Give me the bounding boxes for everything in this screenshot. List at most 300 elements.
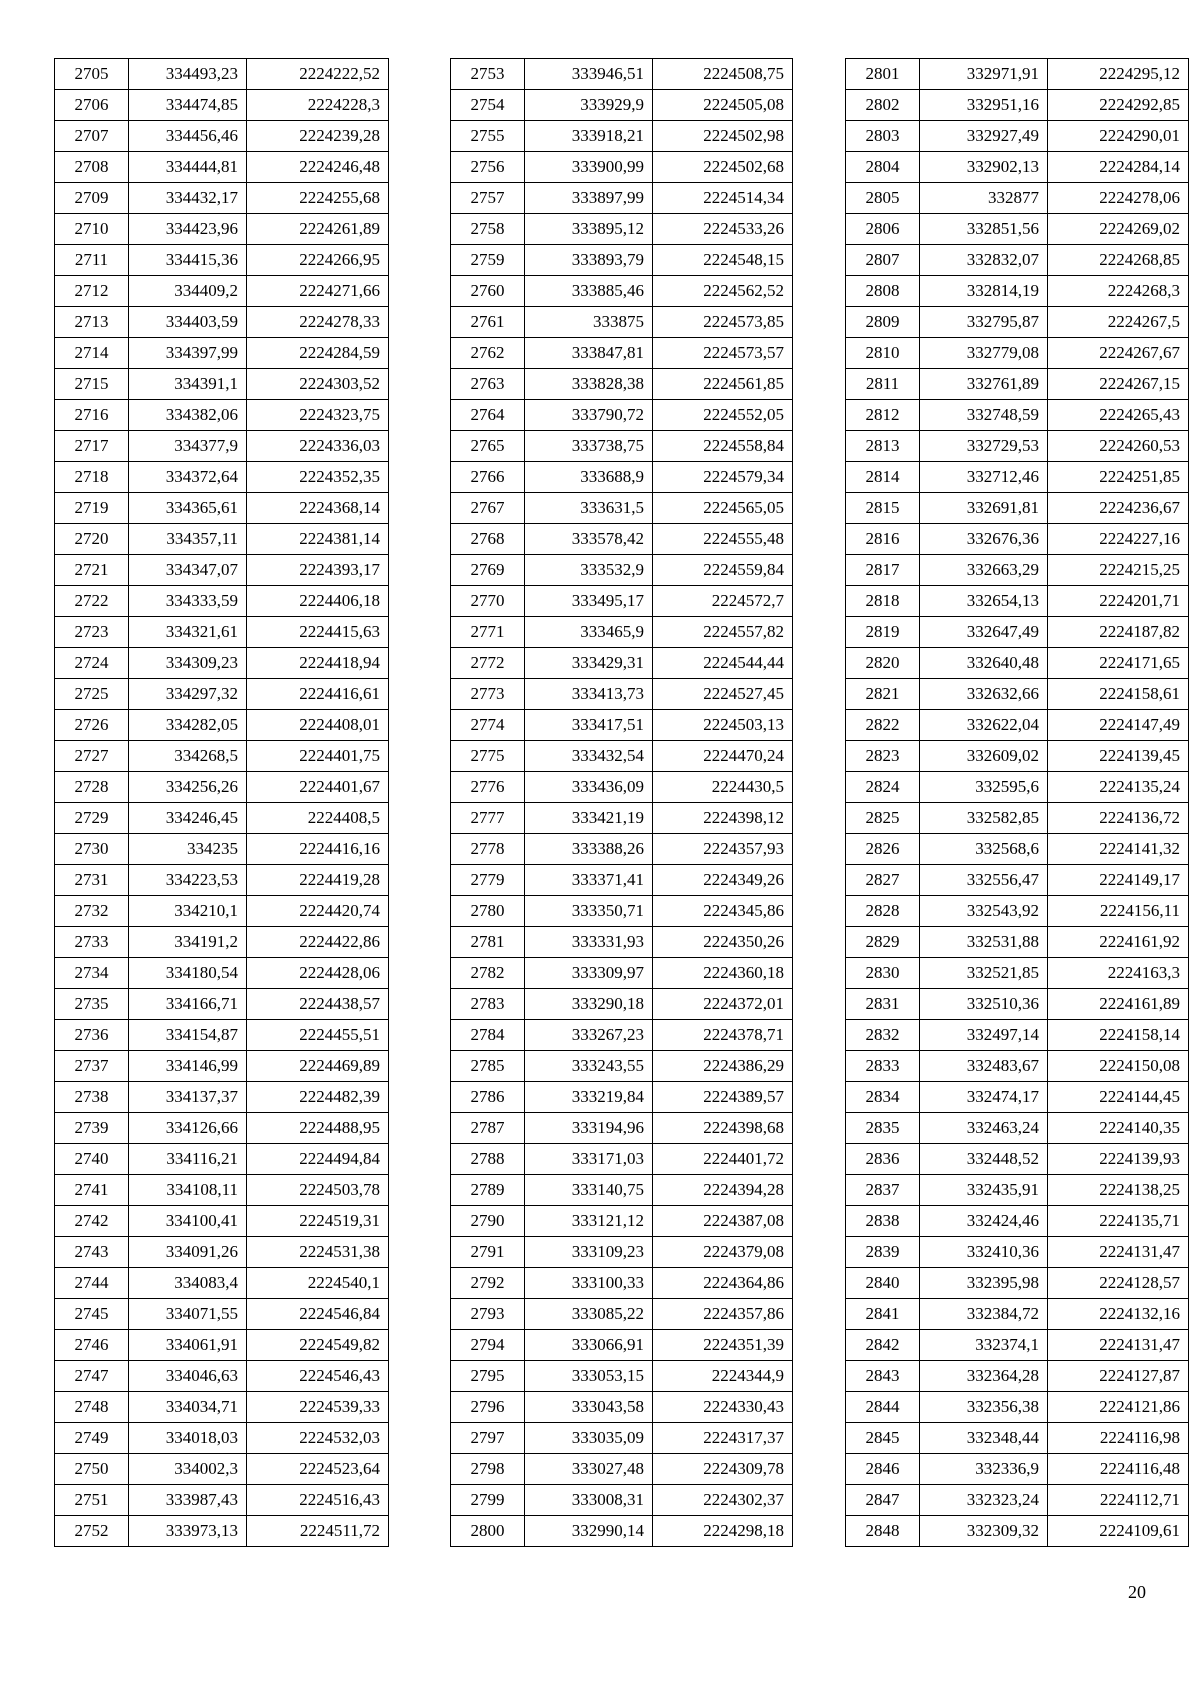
x-coordinate-cell: 332483,67 <box>920 1051 1048 1082</box>
table-row <box>846 1516 1189 1547</box>
table-row <box>451 679 793 710</box>
x-coordinate-cell: 334246,45 <box>129 803 247 834</box>
point-number-cell: 2817 <box>846 555 920 586</box>
point-number-cell: 2813 <box>846 431 920 462</box>
y-coordinate-cell: 2224548,15 <box>653 245 793 276</box>
table-row <box>55 1082 389 1113</box>
y-coordinate-cell: 2224268,85 <box>1048 245 1189 276</box>
x-coordinate-cell: 334321,61 <box>129 617 247 648</box>
y-coordinate-cell: 2224386,29 <box>653 1051 793 1082</box>
point-number-cell: 2733 <box>55 927 129 958</box>
y-coordinate-cell: 2224364,86 <box>653 1268 793 1299</box>
table-row <box>846 1299 1189 1330</box>
y-coordinate-cell: 2224128,57 <box>1048 1268 1189 1299</box>
point-number-cell: 2816 <box>846 524 920 555</box>
x-coordinate-cell: 333371,41 <box>525 865 653 896</box>
x-coordinate-cell: 333309,97 <box>525 958 653 989</box>
point-number-cell: 2831 <box>846 989 920 1020</box>
x-coordinate-cell: 332435,91 <box>920 1175 1048 1206</box>
y-coordinate-cell: 2224330,43 <box>653 1392 793 1423</box>
x-coordinate-cell: 333790,72 <box>525 400 653 431</box>
table-row <box>846 710 1189 741</box>
y-coordinate-cell: 2224420,74 <box>247 896 389 927</box>
x-coordinate-cell: 332556,47 <box>920 865 1048 896</box>
table-row <box>55 431 389 462</box>
point-number-cell: 2707 <box>55 121 129 152</box>
point-number-cell: 2833 <box>846 1051 920 1082</box>
table-row <box>846 896 1189 927</box>
table-row <box>55 245 389 276</box>
point-number-cell: 2751 <box>55 1485 129 1516</box>
y-coordinate-cell: 2224546,84 <box>247 1299 389 1330</box>
x-coordinate-cell: 332395,98 <box>920 1268 1048 1299</box>
point-number-cell: 2811 <box>846 369 920 400</box>
table-row <box>55 493 389 524</box>
y-coordinate-cell: 2224579,34 <box>653 462 793 493</box>
point-number-cell: 2752 <box>55 1516 129 1547</box>
table-row <box>55 989 389 1020</box>
point-number-cell: 2845 <box>846 1423 920 1454</box>
y-coordinate-cell: 2224381,14 <box>247 524 389 555</box>
x-coordinate-cell: 334191,2 <box>129 927 247 958</box>
x-coordinate-cell: 332374,1 <box>920 1330 1048 1361</box>
y-coordinate-cell: 2224503,13 <box>653 710 793 741</box>
y-coordinate-cell: 2224503,78 <box>247 1175 389 1206</box>
point-number-cell: 2826 <box>846 834 920 865</box>
y-coordinate-cell: 2224398,12 <box>653 803 793 834</box>
x-coordinate-cell: 333885,46 <box>525 276 653 307</box>
x-coordinate-cell: 332729,53 <box>920 431 1048 462</box>
table-row <box>846 152 1189 183</box>
point-number-cell: 2753 <box>451 59 525 90</box>
table-row <box>451 896 793 927</box>
x-coordinate-cell: 332510,36 <box>920 989 1048 1020</box>
x-coordinate-cell: 332902,13 <box>920 152 1048 183</box>
point-number-cell: 2768 <box>451 524 525 555</box>
x-coordinate-cell: 333688,9 <box>525 462 653 493</box>
point-number-cell: 2780 <box>451 896 525 927</box>
x-coordinate-cell: 334108,11 <box>129 1175 247 1206</box>
y-coordinate-cell: 2224544,44 <box>653 648 793 679</box>
x-coordinate-cell: 333035,09 <box>525 1423 653 1454</box>
table-row <box>846 958 1189 989</box>
table-row <box>55 927 389 958</box>
y-coordinate-cell: 2224379,08 <box>653 1237 793 1268</box>
x-coordinate-cell: 333243,55 <box>525 1051 653 1082</box>
x-coordinate-cell: 334166,71 <box>129 989 247 1020</box>
table-row <box>846 555 1189 586</box>
table-row <box>451 1485 793 1516</box>
x-coordinate-cell: 332779,08 <box>920 338 1048 369</box>
table-row <box>55 865 389 896</box>
point-number-cell: 2775 <box>451 741 525 772</box>
y-coordinate-cell: 2224573,57 <box>653 338 793 369</box>
table-row <box>55 1423 389 1454</box>
x-coordinate-cell: 334223,53 <box>129 865 247 896</box>
y-coordinate-cell: 2224266,95 <box>247 245 389 276</box>
table-row <box>846 1082 1189 1113</box>
x-coordinate-cell: 333432,54 <box>525 741 653 772</box>
point-number-cell: 2787 <box>451 1113 525 1144</box>
table-row <box>55 121 389 152</box>
point-number-cell: 2786 <box>451 1082 525 1113</box>
table-row <box>846 245 1189 276</box>
point-number-cell: 2724 <box>55 648 129 679</box>
y-coordinate-cell: 2224539,33 <box>247 1392 389 1423</box>
y-coordinate-cell: 2224419,28 <box>247 865 389 896</box>
y-coordinate-cell: 2224135,24 <box>1048 772 1189 803</box>
table-row <box>846 989 1189 1020</box>
y-coordinate-cell: 2224149,17 <box>1048 865 1189 896</box>
table-row <box>451 741 793 772</box>
point-number-cell: 2834 <box>846 1082 920 1113</box>
table-row <box>451 1423 793 1454</box>
x-coordinate-cell: 334444,81 <box>129 152 247 183</box>
table-row <box>846 121 1189 152</box>
x-coordinate-cell: 333121,12 <box>525 1206 653 1237</box>
y-coordinate-cell: 2224533,26 <box>653 214 793 245</box>
table-row <box>451 1082 793 1113</box>
y-coordinate-cell: 2224267,5 <box>1048 307 1189 338</box>
y-coordinate-cell: 2224131,47 <box>1048 1330 1189 1361</box>
table-row <box>846 679 1189 710</box>
point-number-cell: 2750 <box>55 1454 129 1485</box>
x-coordinate-cell: 333140,75 <box>525 1175 653 1206</box>
x-coordinate-cell: 334423,96 <box>129 214 247 245</box>
y-coordinate-cell: 2224502,68 <box>653 152 793 183</box>
x-coordinate-cell: 332609,02 <box>920 741 1048 772</box>
table-row <box>451 1113 793 1144</box>
x-coordinate-cell: 333895,12 <box>525 214 653 245</box>
table-row <box>55 1485 389 1516</box>
y-coordinate-cell: 2224139,93 <box>1048 1144 1189 1175</box>
x-coordinate-cell: 333828,38 <box>525 369 653 400</box>
y-coordinate-cell: 2224158,61 <box>1048 679 1189 710</box>
y-coordinate-cell: 2224393,17 <box>247 555 389 586</box>
y-coordinate-cell: 2224278,06 <box>1048 183 1189 214</box>
point-number-cell: 2772 <box>451 648 525 679</box>
point-number-cell: 2830 <box>846 958 920 989</box>
table-row <box>451 183 793 214</box>
x-coordinate-cell: 332632,66 <box>920 679 1048 710</box>
x-coordinate-cell: 332364,28 <box>920 1361 1048 1392</box>
point-number-cell: 2777 <box>451 803 525 834</box>
table-row <box>846 59 1189 90</box>
x-coordinate-cell: 333413,73 <box>525 679 653 710</box>
x-coordinate-cell: 333194,96 <box>525 1113 653 1144</box>
point-number-cell: 2765 <box>451 431 525 462</box>
y-coordinate-cell: 2224494,84 <box>247 1144 389 1175</box>
x-coordinate-cell: 334333,59 <box>129 586 247 617</box>
x-coordinate-cell: 332323,24 <box>920 1485 1048 1516</box>
table-row <box>846 1144 1189 1175</box>
table-row <box>55 834 389 865</box>
table-row <box>846 865 1189 896</box>
x-coordinate-cell: 332971,91 <box>920 59 1048 90</box>
x-coordinate-cell: 332647,49 <box>920 617 1048 648</box>
y-coordinate-cell: 2224540,1 <box>247 1268 389 1299</box>
table-row <box>451 121 793 152</box>
x-coordinate-cell: 334382,06 <box>129 400 247 431</box>
y-coordinate-cell: 2224546,43 <box>247 1361 389 1392</box>
point-number-cell: 2802 <box>846 90 920 121</box>
point-number-cell: 2827 <box>846 865 920 896</box>
point-number-cell: 2716 <box>55 400 129 431</box>
x-coordinate-cell: 333290,18 <box>525 989 653 1020</box>
x-coordinate-cell: 333043,58 <box>525 1392 653 1423</box>
point-number-cell: 2705 <box>55 59 129 90</box>
y-coordinate-cell: 2224284,14 <box>1048 152 1189 183</box>
y-coordinate-cell: 2224147,49 <box>1048 710 1189 741</box>
point-number-cell: 2761 <box>451 307 525 338</box>
table-row <box>846 648 1189 679</box>
table-row <box>451 214 793 245</box>
y-coordinate-cell: 2224265,43 <box>1048 400 1189 431</box>
y-coordinate-cell: 2224430,5 <box>653 772 793 803</box>
y-coordinate-cell: 2224357,86 <box>653 1299 793 1330</box>
table-row <box>846 1361 1189 1392</box>
x-coordinate-cell: 333847,81 <box>525 338 653 369</box>
y-coordinate-cell: 2224309,78 <box>653 1454 793 1485</box>
x-coordinate-cell: 332622,04 <box>920 710 1048 741</box>
x-coordinate-cell: 334297,32 <box>129 679 247 710</box>
y-coordinate-cell: 2224482,39 <box>247 1082 389 1113</box>
x-coordinate-cell: 332424,46 <box>920 1206 1048 1237</box>
coordinate-table-1 <box>54 58 389 1547</box>
x-coordinate-cell: 332356,38 <box>920 1392 1048 1423</box>
table-row <box>451 617 793 648</box>
point-number-cell: 2770 <box>451 586 525 617</box>
y-coordinate-cell: 2224516,43 <box>247 1485 389 1516</box>
x-coordinate-cell: 332663,29 <box>920 555 1048 586</box>
point-number-cell: 2756 <box>451 152 525 183</box>
x-coordinate-cell: 332474,17 <box>920 1082 1048 1113</box>
point-number-cell: 2806 <box>846 214 920 245</box>
point-number-cell: 2810 <box>846 338 920 369</box>
point-number-cell: 2740 <box>55 1144 129 1175</box>
y-coordinate-cell: 2224505,08 <box>653 90 793 121</box>
table-row <box>451 710 793 741</box>
point-number-cell: 2759 <box>451 245 525 276</box>
table-row <box>451 586 793 617</box>
table-row <box>846 1392 1189 1423</box>
table-row <box>451 307 793 338</box>
table-row <box>55 710 389 741</box>
y-coordinate-cell: 2224239,28 <box>247 121 389 152</box>
point-number-cell: 2741 <box>55 1175 129 1206</box>
y-coordinate-cell: 2224555,48 <box>653 524 793 555</box>
y-coordinate-cell: 2224236,67 <box>1048 493 1189 524</box>
point-number-cell: 2742 <box>55 1206 129 1237</box>
y-coordinate-cell: 2224549,82 <box>247 1330 389 1361</box>
x-coordinate-cell: 333085,22 <box>525 1299 653 1330</box>
point-number-cell: 2779 <box>451 865 525 896</box>
x-coordinate-cell: 332927,49 <box>920 121 1048 152</box>
x-coordinate-cell: 332336,9 <box>920 1454 1048 1485</box>
x-coordinate-cell: 332951,16 <box>920 90 1048 121</box>
point-number-cell: 2714 <box>55 338 129 369</box>
page-number: 20 <box>1128 1582 1146 1602</box>
table-row <box>451 1237 793 1268</box>
point-number-cell: 2748 <box>55 1392 129 1423</box>
point-number-cell: 2799 <box>451 1485 525 1516</box>
x-coordinate-cell: 333987,43 <box>129 1485 247 1516</box>
point-number-cell: 2722 <box>55 586 129 617</box>
point-number-cell: 2844 <box>846 1392 920 1423</box>
point-number-cell: 2763 <box>451 369 525 400</box>
point-number-cell: 2731 <box>55 865 129 896</box>
table-row <box>451 1144 793 1175</box>
table-row <box>451 1268 793 1299</box>
y-coordinate-cell: 2224136,72 <box>1048 803 1189 834</box>
point-number-cell: 2723 <box>55 617 129 648</box>
x-coordinate-cell: 334347,07 <box>129 555 247 586</box>
table-row <box>451 245 793 276</box>
point-number-cell: 2726 <box>55 710 129 741</box>
table-row <box>55 1454 389 1485</box>
y-coordinate-cell: 2224267,67 <box>1048 338 1189 369</box>
x-coordinate-cell: 334091,26 <box>129 1237 247 1268</box>
x-coordinate-cell: 334180,54 <box>129 958 247 989</box>
point-number-cell: 2717 <box>55 431 129 462</box>
coordinate-table-2 <box>450 58 793 1547</box>
x-coordinate-cell: 332543,92 <box>920 896 1048 927</box>
point-number-cell: 2709 <box>55 183 129 214</box>
table-row <box>846 400 1189 431</box>
table-row <box>55 1020 389 1051</box>
y-coordinate-cell: 2224416,16 <box>247 834 389 865</box>
x-coordinate-cell: 332691,81 <box>920 493 1048 524</box>
point-number-cell: 2749 <box>55 1423 129 1454</box>
y-coordinate-cell: 2224261,89 <box>247 214 389 245</box>
x-coordinate-cell: 332384,72 <box>920 1299 1048 1330</box>
point-number-cell: 2797 <box>451 1423 525 1454</box>
y-coordinate-cell: 2224112,71 <box>1048 1485 1189 1516</box>
x-coordinate-cell: 334357,11 <box>129 524 247 555</box>
x-coordinate-cell: 333631,5 <box>525 493 653 524</box>
x-coordinate-cell: 333171,03 <box>525 1144 653 1175</box>
x-coordinate-cell: 334210,1 <box>129 896 247 927</box>
table-row <box>451 276 793 307</box>
point-number-cell: 2783 <box>451 989 525 1020</box>
table-row <box>451 1051 793 1082</box>
point-number-cell: 2812 <box>846 400 920 431</box>
point-number-cell: 2815 <box>846 493 920 524</box>
table-row <box>846 1268 1189 1299</box>
point-number-cell: 2800 <box>451 1516 525 1547</box>
point-number-cell: 2843 <box>846 1361 920 1392</box>
point-number-cell: 2718 <box>55 462 129 493</box>
y-coordinate-cell: 2224394,28 <box>653 1175 793 1206</box>
table-row <box>451 152 793 183</box>
y-coordinate-cell: 2224132,16 <box>1048 1299 1189 1330</box>
point-number-cell: 2743 <box>55 1237 129 1268</box>
table-row <box>451 1175 793 1206</box>
y-coordinate-cell: 2224406,18 <box>247 586 389 617</box>
point-number-cell: 2825 <box>846 803 920 834</box>
y-coordinate-cell: 2224284,59 <box>247 338 389 369</box>
point-number-cell: 2776 <box>451 772 525 803</box>
point-number-cell: 2737 <box>55 1051 129 1082</box>
table-row <box>55 1299 389 1330</box>
point-number-cell: 2821 <box>846 679 920 710</box>
point-number-cell: 2706 <box>55 90 129 121</box>
point-number-cell: 2792 <box>451 1268 525 1299</box>
x-coordinate-cell: 334409,2 <box>129 276 247 307</box>
point-number-cell: 2735 <box>55 989 129 1020</box>
y-coordinate-cell: 2224163,3 <box>1048 958 1189 989</box>
y-coordinate-cell: 2224523,64 <box>247 1454 389 1485</box>
y-coordinate-cell: 2224401,75 <box>247 741 389 772</box>
y-coordinate-cell: 2224269,02 <box>1048 214 1189 245</box>
table-row <box>846 617 1189 648</box>
x-coordinate-cell: 333893,79 <box>525 245 653 276</box>
table-row <box>846 524 1189 555</box>
y-coordinate-cell: 2224561,85 <box>653 369 793 400</box>
point-number-cell: 2728 <box>55 772 129 803</box>
point-number-cell: 2842 <box>846 1330 920 1361</box>
y-coordinate-cell: 2224552,05 <box>653 400 793 431</box>
table-row <box>451 927 793 958</box>
point-number-cell: 2782 <box>451 958 525 989</box>
table-row <box>846 462 1189 493</box>
y-coordinate-cell: 2224141,32 <box>1048 834 1189 865</box>
x-coordinate-cell: 334403,59 <box>129 307 247 338</box>
table-row <box>451 989 793 1020</box>
x-coordinate-cell: 333417,51 <box>525 710 653 741</box>
x-coordinate-cell: 332410,36 <box>920 1237 1048 1268</box>
table-row <box>846 586 1189 617</box>
point-number-cell: 2766 <box>451 462 525 493</box>
y-coordinate-cell: 2224302,37 <box>653 1485 793 1516</box>
point-number-cell: 2823 <box>846 741 920 772</box>
y-coordinate-cell: 2224139,45 <box>1048 741 1189 772</box>
x-coordinate-cell: 333100,33 <box>525 1268 653 1299</box>
x-coordinate-cell: 333219,84 <box>525 1082 653 1113</box>
y-coordinate-cell: 2224558,84 <box>653 431 793 462</box>
table-row <box>451 834 793 865</box>
table-row <box>451 1454 793 1485</box>
table-row <box>55 555 389 586</box>
y-coordinate-cell: 2224401,67 <box>247 772 389 803</box>
x-coordinate-cell: 334282,05 <box>129 710 247 741</box>
y-coordinate-cell: 2224109,61 <box>1048 1516 1189 1547</box>
table-row <box>451 338 793 369</box>
y-coordinate-cell: 2224251,85 <box>1048 462 1189 493</box>
x-coordinate-cell: 333465,9 <box>525 617 653 648</box>
x-coordinate-cell: 333578,42 <box>525 524 653 555</box>
point-number-cell: 2744 <box>55 1268 129 1299</box>
x-coordinate-cell: 333897,99 <box>525 183 653 214</box>
y-coordinate-cell: 2224228,3 <box>247 90 389 121</box>
table-row <box>846 183 1189 214</box>
table-row <box>55 307 389 338</box>
table-row <box>55 648 389 679</box>
x-coordinate-cell: 332348,44 <box>920 1423 1048 1454</box>
point-number-cell: 2721 <box>55 555 129 586</box>
point-number-cell: 2736 <box>55 1020 129 1051</box>
x-coordinate-cell: 333008,31 <box>525 1485 653 1516</box>
y-coordinate-cell: 2224519,31 <box>247 1206 389 1237</box>
x-coordinate-cell: 334034,71 <box>129 1392 247 1423</box>
y-coordinate-cell: 2224360,18 <box>653 958 793 989</box>
table-row <box>55 1051 389 1082</box>
table-row <box>846 834 1189 865</box>
x-coordinate-cell: 333495,17 <box>525 586 653 617</box>
x-coordinate-cell: 332795,87 <box>920 307 1048 338</box>
point-number-cell: 2785 <box>451 1051 525 1082</box>
point-number-cell: 2760 <box>451 276 525 307</box>
